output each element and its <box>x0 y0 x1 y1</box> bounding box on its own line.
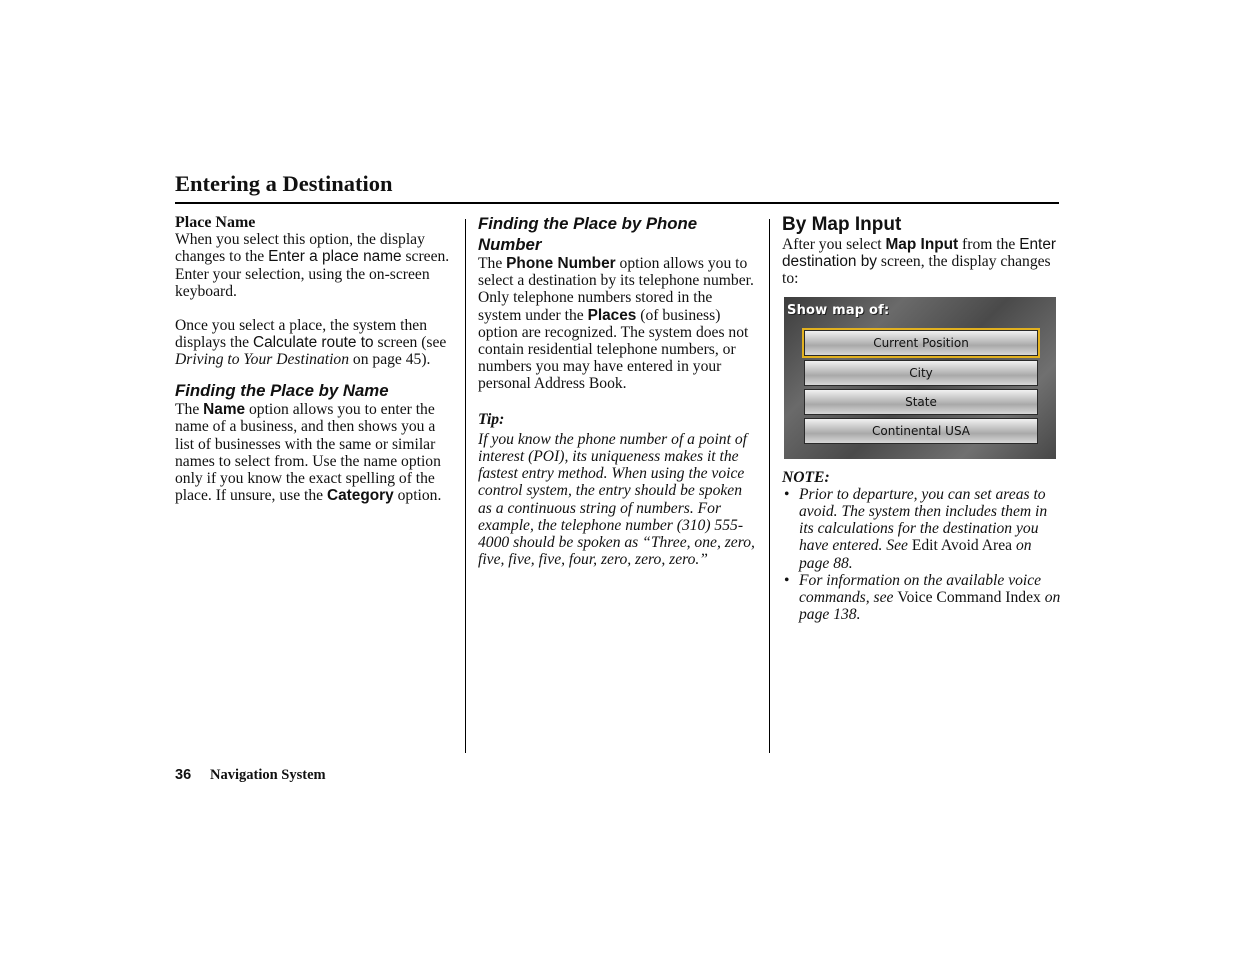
calculate-route-paragraph <box>175 317 457 369</box>
tip-label: Tip: <box>478 410 505 428</box>
text-run: After you select <box>782 236 886 253</box>
text-run: option allows you to select a destination by its telephone number. Only telephone numbers stored in the system under the <box>478 255 754 324</box>
text-run: from the <box>958 236 1020 253</box>
title-rule <box>175 202 1059 204</box>
show-map-of-screen <box>784 297 1056 459</box>
text-run: screen (see <box>373 334 447 352</box>
ui-term-calculate-route: Calculate route to <box>252 334 374 352</box>
ui-term-map-input: Map Input <box>885 236 959 253</box>
page-title: Entering a Destination <box>175 171 393 196</box>
footer-title: Navigation System <box>210 767 326 783</box>
option-state[interactable]: State <box>804 389 1038 415</box>
page-number: 36 <box>175 767 192 783</box>
place-name-heading: Place Name <box>175 214 256 231</box>
column-place-name <box>175 214 457 504</box>
option-city[interactable]: City <box>804 360 1038 386</box>
ui-term-phone-number: Phone Number <box>506 255 616 272</box>
tip-text: If you know the phone number of a point of interest (POI), its uniqueness makes it the fastest entry method. When using the voice control system, the entry should be spoken as a continuous string of numbers. For example, the telephone number (310) 555-4000 should be spoken as “Three, one, zero, five, five, five, four, zero, zero, zero.” <box>478 430 755 569</box>
cross-reference: Voice Command Index <box>897 589 1041 607</box>
text-run: The <box>478 255 507 272</box>
option-continental-usa[interactable]: Continental USA <box>804 418 1038 444</box>
ui-term-enter-place-name: Enter a place name <box>268 248 402 266</box>
text-run: Once you select a place, the system then displays the <box>175 317 428 352</box>
column-divider <box>769 219 770 753</box>
column-divider <box>465 219 466 753</box>
text-run: screen, the display changes to: <box>782 253 1051 288</box>
option-current-position[interactable]: Current Position <box>804 330 1038 356</box>
text-run: option. <box>393 487 442 505</box>
note-item <box>782 486 1062 572</box>
ui-term-name: Name <box>203 401 246 419</box>
ui-term-category: Category <box>326 487 394 505</box>
text-run: (of business) option are recognized. The system does not contain residential telephone numbers, or numbers you may have entered in your personal Address Book. <box>478 306 749 393</box>
text-run: Prior to departure, you can set areas to avoid. The system then includes them in its calculations for the destination you have entered. See <box>799 485 1048 555</box>
ui-term-enter-destination-by: Enter destination by <box>782 236 1057 271</box>
text-run: For information on the available voice commands, see <box>799 571 1042 607</box>
place-name-paragraph <box>175 231 457 300</box>
ui-term-places: Places <box>587 306 637 324</box>
finding-by-phone-heading: Finding the Place by Phone Number <box>478 214 698 254</box>
finding-by-name-paragraph <box>175 401 457 504</box>
note-label: NOTE: <box>782 468 830 486</box>
finding-by-name-heading: Finding the Place by Name <box>175 380 389 400</box>
text-run: on page 45). <box>349 351 431 369</box>
by-map-input-heading: By Map Input <box>782 214 902 235</box>
text-run: When you select this option, the display changes to the <box>175 231 425 266</box>
text-run: screen. Enter your selection, using the on-screen keyboard. <box>175 248 450 300</box>
column-phone-number <box>478 214 758 568</box>
text-run: on page 138. <box>799 589 1061 624</box>
note-item <box>782 572 1062 624</box>
cross-reference: Driving to Your Destination <box>175 351 350 369</box>
screen-header: Show map of: <box>787 303 890 318</box>
text-run: option allows you to enter the name of a business, and then shows you a list of businesses with the same or similar names to select from. Use the name option only if you know the exact spelling of the place. If unsure, use the <box>175 401 441 505</box>
cross-reference: Edit Avoid Area <box>911 537 1013 555</box>
notes-list <box>782 486 1062 624</box>
map-input-paragraph <box>782 236 1062 288</box>
text-run: on page 88. <box>799 537 1032 572</box>
finding-by-phone-paragraph <box>478 255 758 393</box>
text-run: The <box>175 401 204 419</box>
